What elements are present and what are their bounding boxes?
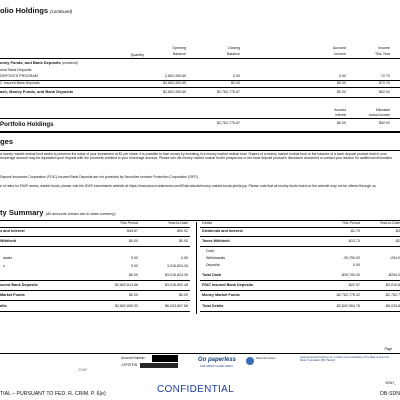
holdings-header-rule	[0, 58, 400, 59]
debits-row-label: Taxes Withheld	[202, 239, 230, 243]
col-income-header-2: This Year	[375, 52, 390, 56]
col-accrued-header-1: Accrued	[332, 46, 346, 50]
row3-income: $92.92	[379, 90, 390, 94]
db-stamp: DB-SDN	[380, 391, 400, 397]
credits-row-ytd: $3,016,892.48	[165, 283, 188, 287]
messages-title-rule	[0, 150, 400, 151]
messages-para-2: Deposit Insurance Corporation (FDIC)-Insured Bank Deposits are not protected by Securities Investor Protection Corporation (SIPC).	[0, 175, 200, 179]
row3-closing: $2,762,775.87	[217, 90, 240, 94]
credits-head-this-period: This Period	[119, 221, 138, 225]
row2-income: $72.70	[379, 81, 390, 85]
credits-row-label: s	[3, 264, 5, 268]
portfolio-estimated-header-1: Estimated	[375, 108, 390, 112]
activity-divider	[196, 222, 197, 314]
debits-row-label: Dividends and Interest	[202, 229, 243, 233]
credits-row-rule	[0, 236, 190, 237]
credits-row-ytd: $6,033,807.66	[165, 304, 188, 308]
debits-row-label: FDIC Insured Bank Deposits	[202, 283, 254, 287]
debits-row-ytd: -$3,016,8	[384, 283, 400, 287]
portfolio-accrued-header-1: Accrued	[334, 108, 346, 112]
credits-row-ytd: $0.00	[179, 293, 188, 297]
col-accrued-header-2: Income	[334, 52, 346, 56]
debits-row-this-period: -$13.73	[347, 239, 360, 243]
portfolio-accrued-header-2: Interest	[335, 113, 346, 117]
credits-row-label: awals	[3, 256, 12, 260]
holdings-title: olio Holdings (continued)	[0, 6, 73, 15]
footer-fragment: CONF	[78, 368, 88, 372]
debits-row-label: Cash	[206, 249, 215, 253]
credits-row-label: dits	[0, 304, 7, 308]
portfolio-total-accrued: $0.00	[337, 121, 346, 125]
credits-row-label: sured Bank Deposits	[0, 283, 38, 287]
messages-para-1: a money market mutual fund seeks to preserve the value of your investment at $1 per share, it is possible to lose money by investing in a money market mutual fund. Shares of a money market mutual fund or the balance of a bank deposit product held in your brokerage account may be liquidated upon request with the proceeds credited to your brokerage account. Please see the money market mutual fund's prospectus or the bank deposit product's disclosure document or contact your advisor for additional information.	[0, 152, 394, 161]
row1-closing: 0.00	[233, 74, 240, 78]
go-paperless-logo: Go paperless	[198, 357, 237, 363]
credits-row-rule	[0, 300, 190, 301]
portfolio-total-value: $2,762,775.87	[217, 121, 240, 125]
sdny-stamp: SDNY_	[385, 381, 396, 385]
debits-row-this-period: 0.00	[353, 263, 360, 267]
debits-row-rule	[200, 311, 400, 312]
debits-row-rule	[200, 236, 400, 237]
debits-head-rule	[200, 227, 400, 228]
row1-label: DEPOSITS PROGRAM	[0, 74, 38, 78]
portfolio-total-estimated: $92.92	[379, 121, 390, 125]
messages-para-3: e of rates for DWS money market funds, please visit the DWS Investments website at https://www.dws-investments.com/EN/products/money-market-funds-yields.jsp. Please note that all money funds listed on the website may not be offered through us.	[0, 184, 377, 188]
row2-opening: $2,802,490.69	[163, 81, 186, 85]
dalbar-badge	[246, 355, 288, 371]
col-closing-header-1: Closing	[228, 46, 240, 50]
credits-row-this-period: 0.00	[131, 264, 138, 268]
activity-subtitle: (All amounts shown are in base currency)	[45, 212, 116, 216]
credits-head-ytd: Year-to-Date	[167, 221, 188, 225]
name-redaction	[140, 363, 178, 368]
account-number-label: Account Number:	[121, 356, 146, 360]
debits-row-rule	[200, 246, 400, 247]
col-opening-header-1: Opening	[172, 46, 186, 50]
row1-opening: 2,802,490.69	[165, 74, 186, 78]
col-income-header-1: Income	[378, 46, 390, 50]
portfolio-total-label: Portfolio Holdings	[0, 121, 54, 128]
account-holder-name: J EPSTEIN	[121, 363, 138, 367]
debits-row-ytd: -$3	[394, 229, 400, 233]
section-title: oney Funds, and Bank Deposits (continued)	[0, 60, 78, 65]
col-opening-header-2: Balance	[173, 52, 186, 56]
portfolio-estimated-header-2: Annual Income	[368, 113, 390, 117]
credits-row-rule	[0, 290, 190, 291]
row3-label: ash, Money Funds, and Bank Deposits	[0, 89, 74, 94]
portfolio-header-rule	[0, 118, 400, 119]
col-quantity-header: Quantity	[130, 53, 144, 57]
row2-accrued: $0.00	[337, 81, 346, 85]
credits-row-this-period: 0.00	[131, 256, 138, 260]
holdings-title-continued: (continued)	[50, 9, 73, 14]
dalbar-mark-icon	[246, 357, 254, 365]
activity-title: ty Summary (All amounts shown are in base currency)	[0, 208, 116, 217]
messages-title: ges	[0, 137, 14, 146]
credits-row-this-period: $0.00	[129, 293, 138, 297]
debits-row-rule	[200, 280, 400, 281]
col-closing-header-2: Balance	[227, 52, 240, 56]
debits-row-this-period: -$2,762,776.32	[335, 293, 360, 297]
debits-row-label: Withdrawals	[206, 256, 226, 260]
row2-rule	[0, 87, 400, 88]
go-paperless-subtitle: ASK ABOUT E-DELIVERY	[200, 364, 234, 368]
row3-accrued: $0.00	[337, 90, 346, 94]
debits-row-ytd: -$2,762,7	[384, 293, 400, 297]
footer-legal: TIAL – PURSUANT TO FED. R. CRIM. P. 6(e)	[0, 391, 106, 397]
debits-row-rule	[200, 300, 400, 301]
debits-row-ytd: -$6,033,8	[384, 304, 400, 308]
credits-row-this-period: $0.00	[129, 273, 138, 277]
section-title-continued: (continued)	[61, 61, 78, 65]
row3-opening: $2,802,490.69	[163, 90, 186, 94]
footer-clearing-text: Clearing through Pershing LLC, a wholly owned subsidiary of The Bank of New York Mellon Corporation (BNY Mellon)	[300, 356, 389, 362]
debits-row-this-period: -$22.97	[347, 283, 360, 287]
debits-head-this-period: This Period	[341, 221, 360, 225]
debits-head-label: Debits	[202, 221, 213, 225]
page-label: Page	[384, 347, 392, 351]
credits-row-label: Withheld	[0, 239, 16, 243]
credits-row-rule	[0, 311, 190, 312]
debits-row-ytd: -$254,0	[387, 273, 400, 277]
confidential-watermark: CONFIDENTIAL	[157, 384, 234, 395]
debits-row-this-period: -39,750.00	[342, 256, 360, 260]
account-number-redaction	[152, 355, 178, 362]
row3-rule	[0, 97, 400, 98]
debits-row-rule	[200, 290, 400, 291]
credits-row-this-period: $45.67	[127, 229, 138, 233]
debits-head-ytd: Year-to-Date	[379, 221, 400, 225]
debits-row-ytd: -254,0	[389, 256, 400, 260]
row1-income: 72.70	[381, 74, 390, 78]
credits-row-label: s and Interest	[0, 229, 25, 233]
subsection-insured: ured Bank Deposits	[0, 68, 32, 72]
credits-row-ytd: $0.00	[179, 239, 188, 243]
footer-rule	[0, 353, 400, 354]
debits-row-label: Total Cash	[202, 273, 222, 277]
credits-row-this-period: $2,802,613.66	[115, 283, 138, 287]
credits-row-label: Market Funds	[0, 293, 25, 297]
row2-closing: $0.00	[231, 81, 240, 85]
debits-row-label: Deposits	[206, 263, 220, 267]
debits-row-ytd: -$2	[394, 239, 400, 243]
portfolio-total-rule	[0, 131, 400, 133]
credits-row-ytd: $3,016,824.26	[165, 273, 188, 277]
credits-head-rule	[0, 227, 190, 228]
debits-row-label: Money Market Funds	[202, 293, 240, 297]
debits-row-this-period: -$1.79	[349, 229, 360, 233]
row2-label: C Insured Bank Deposits	[0, 81, 40, 85]
credits-row-ytd: 0.00	[181, 256, 188, 260]
credits-row-ytd: $90.02	[177, 229, 188, 233]
credits-row-rule	[0, 246, 190, 247]
debits-row-this-period: -$39,750.00	[340, 273, 360, 277]
debits-row-label: Total Debits	[202, 304, 224, 308]
row1-accrued: 0.00	[339, 74, 346, 78]
dalbar-badge-text: Rated Excellent	[256, 356, 276, 360]
credits-row-this-period: $0.00	[129, 239, 138, 243]
activity-title-rule	[0, 220, 400, 221]
credits-row-this-period: $2,802,659.33	[115, 304, 138, 308]
debits-row-this-period: -$2,802,564.78	[335, 304, 360, 308]
credits-row-rule	[0, 280, 190, 281]
credits-row-ytd: 3,016,824.26	[167, 264, 188, 268]
